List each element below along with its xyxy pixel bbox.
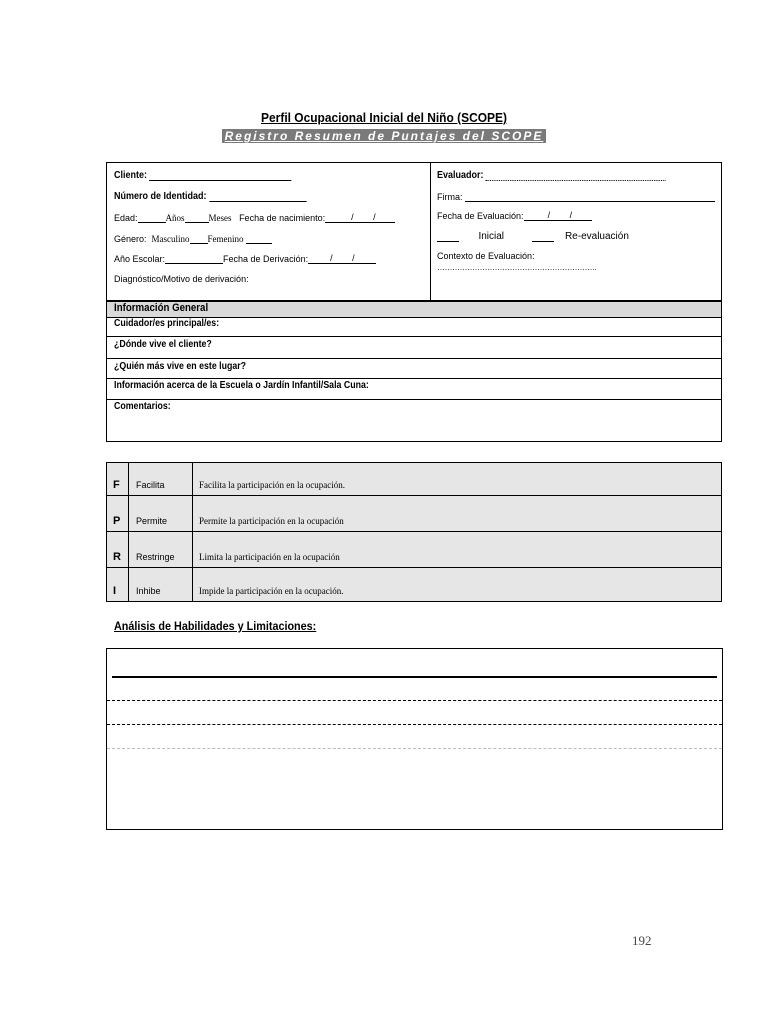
rating-letter: I [113, 585, 117, 597]
rating-letter-cell [107, 568, 129, 601]
analysis-box[interactable] [106, 648, 723, 830]
rating-name-cell [128, 496, 193, 531]
age-years-line[interactable] [138, 213, 166, 223]
female-label: Femenino [207, 234, 244, 244]
residence-label: ¿Dónde vive el cliente? [114, 339, 212, 350]
client-evaluator-box [106, 162, 722, 301]
eval-type-field[interactable] [437, 231, 629, 242]
client-line[interactable] [150, 170, 292, 181]
column-divider [430, 163, 431, 300]
context-dots[interactable]: ………………………………………………………. [437, 263, 597, 272]
rating-scale-table [106, 462, 722, 602]
years-label: Años [165, 213, 185, 223]
date-separator: / [351, 212, 354, 222]
rating-name: Inhibe [136, 586, 161, 596]
analysis-line-4[interactable] [107, 748, 722, 749]
school-row[interactable] [107, 378, 721, 399]
general-info-heading-text: Información General [114, 302, 209, 314]
page-subtitle: Registro Resumen de Puntajes del SCOPE [222, 129, 547, 143]
residence-row[interactable] [107, 336, 721, 358]
context-label: Contexto de Evaluación: [437, 251, 535, 261]
rating-description: Limita la participación en la ocupación [199, 552, 340, 562]
household-row[interactable] [107, 358, 721, 378]
school-year-label: Año Escolar: [114, 254, 166, 264]
analysis-line-3[interactable] [107, 724, 722, 725]
eval-date-field[interactable] [437, 211, 592, 221]
caregivers-row[interactable] [107, 317, 721, 336]
general-info-heading [107, 301, 721, 317]
age-months-line[interactable] [185, 213, 209, 223]
male-line[interactable] [190, 234, 208, 244]
evaluator-field[interactable] [437, 170, 666, 181]
referral-date-line[interactable] [308, 254, 376, 264]
reeval-label: Re-evaluación [564, 231, 629, 242]
reeval-line[interactable] [532, 232, 554, 242]
analysis-line-1[interactable] [112, 676, 717, 678]
comments-label: Comentarios: [114, 401, 171, 412]
caregivers-label: Cuidador/es principal/es: [114, 318, 220, 329]
age-label: Edad: [114, 213, 138, 223]
comments-row[interactable] [107, 399, 721, 441]
birthdate-line[interactable] [325, 213, 395, 223]
date-separator: / [330, 253, 333, 263]
rating-letter-cell [107, 532, 129, 567]
school-referral-field[interactable] [114, 254, 376, 264]
date-separator: / [373, 212, 376, 222]
subtitle-wrap [0, 127, 768, 145]
male-label: Masculino [151, 234, 190, 244]
analysis-line-2[interactable] [107, 700, 722, 701]
school-label: Información acerca de la Escuela o Jardín Infantil/Sala Cuna: [114, 380, 369, 391]
client-field[interactable] [114, 170, 292, 181]
gender-label: Género: [114, 234, 147, 244]
rating-row-facilita [107, 463, 721, 495]
page-title: Perfil Ocupacional Inicial del Niño (SCOPE) [261, 110, 507, 125]
evaluator-line[interactable] [486, 171, 666, 181]
rating-name-cell [128, 463, 193, 495]
rating-name: Facilita [136, 480, 165, 490]
rating-row-inhibe [107, 567, 721, 601]
rating-description: Facilita la participación en la ocupación. [199, 480, 345, 490]
diagnosis-label: Diagnóstico/Motivo de derivación: [114, 274, 249, 284]
rating-letter: P [113, 515, 121, 527]
female-line[interactable] [246, 234, 272, 244]
identity-label: Número de Identidad: [114, 191, 207, 202]
rating-letter: F [113, 479, 120, 491]
rating-letter: R [113, 551, 121, 563]
rating-letter-cell [107, 463, 129, 495]
age-birth-field[interactable] [114, 213, 395, 223]
date-separator: / [352, 253, 355, 263]
analysis-heading: Análisis de Habilidades y Limitaciones: [114, 619, 317, 633]
rating-name-cell [128, 568, 193, 601]
rating-row-restringe [107, 531, 721, 567]
general-info-table [106, 301, 722, 442]
rating-description: Impide la participación en la ocupación. [199, 586, 344, 596]
signature-line[interactable] [465, 192, 715, 202]
evaluator-label: Evaluador: [437, 170, 484, 181]
signature-field[interactable] [437, 192, 715, 202]
identity-field[interactable] [114, 191, 306, 202]
date-separator: / [569, 210, 573, 220]
rating-row-permite [107, 495, 721, 531]
signature-label: Firma: [437, 192, 463, 202]
eval-date-label: Fecha de Evaluación: [437, 211, 524, 221]
page-number: 192 [632, 933, 652, 948]
identity-line[interactable] [209, 191, 306, 202]
rating-name-cell [128, 532, 193, 567]
rating-name: Restringe [136, 552, 175, 562]
months-label: Meses [208, 213, 232, 223]
rating-name: Permite [136, 516, 168, 526]
eval-date-line[interactable] [524, 211, 592, 221]
birthdate-label: Fecha de nacimiento: [239, 213, 326, 223]
initial-line[interactable] [437, 232, 459, 242]
initial-label: Inicial [478, 231, 505, 242]
rating-letter-cell [107, 496, 129, 531]
date-separator: / [547, 210, 551, 220]
school-year-line[interactable] [165, 254, 223, 264]
client-label: Cliente: [114, 170, 148, 181]
gender-field[interactable] [114, 234, 272, 244]
referral-date-label: Fecha de Derivación: [223, 254, 309, 264]
household-label: ¿Quién más vive en este lugar? [114, 361, 247, 372]
rating-description: Permite la participación en la ocupación [199, 516, 344, 526]
